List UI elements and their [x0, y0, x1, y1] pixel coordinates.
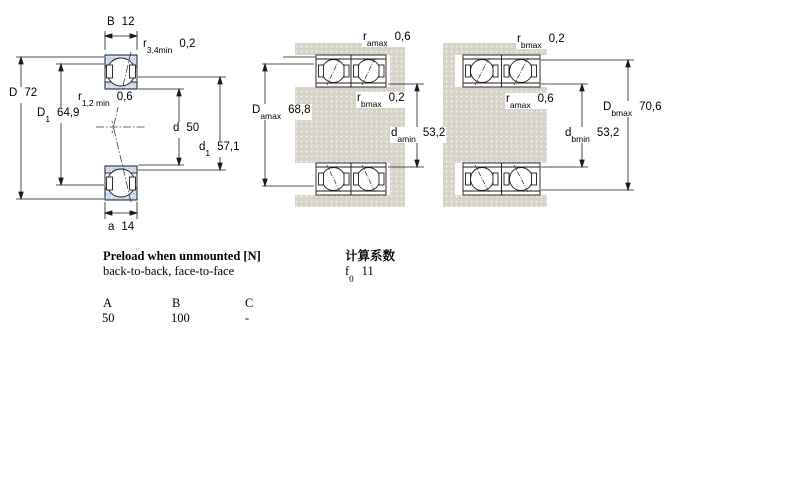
preload-col-B: B: [172, 296, 181, 310]
dim-value: 70,6: [639, 101, 662, 113]
dim-value: 0,2: [179, 38, 196, 50]
dim-subscript: bmin: [571, 134, 590, 145]
dim-label-outer-diameter: [8, 87, 38, 103]
dim-symbol: r: [506, 93, 510, 105]
dim-label-damin: [390, 127, 446, 143]
dim-symbol: r: [78, 91, 82, 103]
dim-label-ramax-middle: [362, 31, 412, 47]
dim-symbol: d: [391, 127, 398, 139]
dim-value: 57,1: [217, 141, 240, 153]
bearing-cross-section-view: [96, 52, 146, 202]
dim-symbol: r: [143, 38, 147, 50]
dim-symbol: D: [9, 87, 18, 99]
dim-label-Dbmax: [602, 101, 663, 117]
calc-factor-f0: [345, 264, 374, 283]
dim-symbol: D: [252, 104, 261, 116]
dim-symbol: d: [173, 122, 180, 134]
calc-factors-title: 计算系数: [345, 249, 396, 263]
dim-subscript: 1: [205, 148, 211, 159]
dim-label-rbmax-middle: [356, 92, 406, 108]
dim-subscript: bmax: [520, 40, 542, 51]
dim-symbol: D: [603, 101, 612, 113]
dim-label-bore-diameter: [172, 122, 200, 138]
dim-subscript: amax: [509, 100, 531, 111]
preload-title: Preload when unmounted [N]: [103, 249, 261, 263]
dim-symbol: d: [565, 127, 572, 139]
dim-value: 50: [186, 122, 200, 134]
dim-value: 0,2: [548, 33, 565, 45]
dim-label-shoulder-d1: [198, 141, 241, 157]
dim-label-width-B: [106, 16, 135, 32]
dim-value: 68,8: [288, 104, 311, 116]
dim-label-shoulder-D1: [36, 107, 80, 123]
preload-value-B: 100: [171, 311, 190, 325]
dim-value: 53,2: [422, 127, 446, 139]
preload-col-C: C: [245, 296, 254, 310]
preload-value-A: 50: [102, 311, 115, 325]
back-to-back-arrangement-view: [262, 43, 424, 207]
preload-subtitle: back-to-back, face-to-face: [103, 264, 235, 278]
dim-label-chamfer-r34: [142, 38, 196, 54]
dim-value: 0,6: [537, 93, 554, 105]
dim-value: 0,6: [394, 31, 411, 43]
dim-value: 0,6: [116, 91, 133, 103]
dim-value: 64,9: [57, 107, 80, 119]
dim-symbol: r: [357, 92, 361, 104]
dim-value: 53,2: [596, 127, 620, 139]
dim-label-Damax: [251, 104, 312, 120]
dim-label-chamfer-r12: [77, 91, 134, 107]
dim-label-ramax-right: [505, 93, 555, 109]
factor-symbol: f: [345, 264, 350, 278]
dim-label-contact-a: [107, 221, 135, 237]
dim-value: 72: [24, 87, 38, 99]
dim-subscript: 1,2 min: [81, 98, 110, 109]
dim-symbol: r: [363, 31, 367, 43]
dim-subscript: 3,4min: [146, 45, 173, 56]
factor-subscript: 0: [349, 273, 354, 284]
dim-symbol: a: [108, 221, 115, 233]
dim-subscript: amin: [397, 134, 416, 145]
dim-subscript: bmax: [611, 108, 633, 119]
factor-value: 11: [361, 264, 374, 278]
dim-value: 14: [121, 221, 135, 233]
dim-symbol: B: [107, 16, 115, 28]
dim-symbol: r: [517, 33, 521, 45]
dim-label-rbmax-right: [516, 33, 566, 49]
dim-value: 0,2: [388, 92, 405, 104]
dim-subscript: bmax: [360, 99, 382, 110]
dim-value: 12: [121, 16, 135, 28]
dim-subscript: 1: [45, 114, 51, 125]
dim-label-dbmin: [564, 127, 620, 143]
dim-subscript: amax: [260, 111, 282, 122]
preload-value-C: -: [245, 311, 250, 325]
dim-symbol: D: [37, 107, 46, 119]
dim-symbol: d: [199, 141, 206, 153]
dim-subscript: amax: [366, 38, 388, 49]
preload-col-A: A: [103, 296, 113, 310]
face-to-face-arrangement-view: [443, 43, 634, 207]
